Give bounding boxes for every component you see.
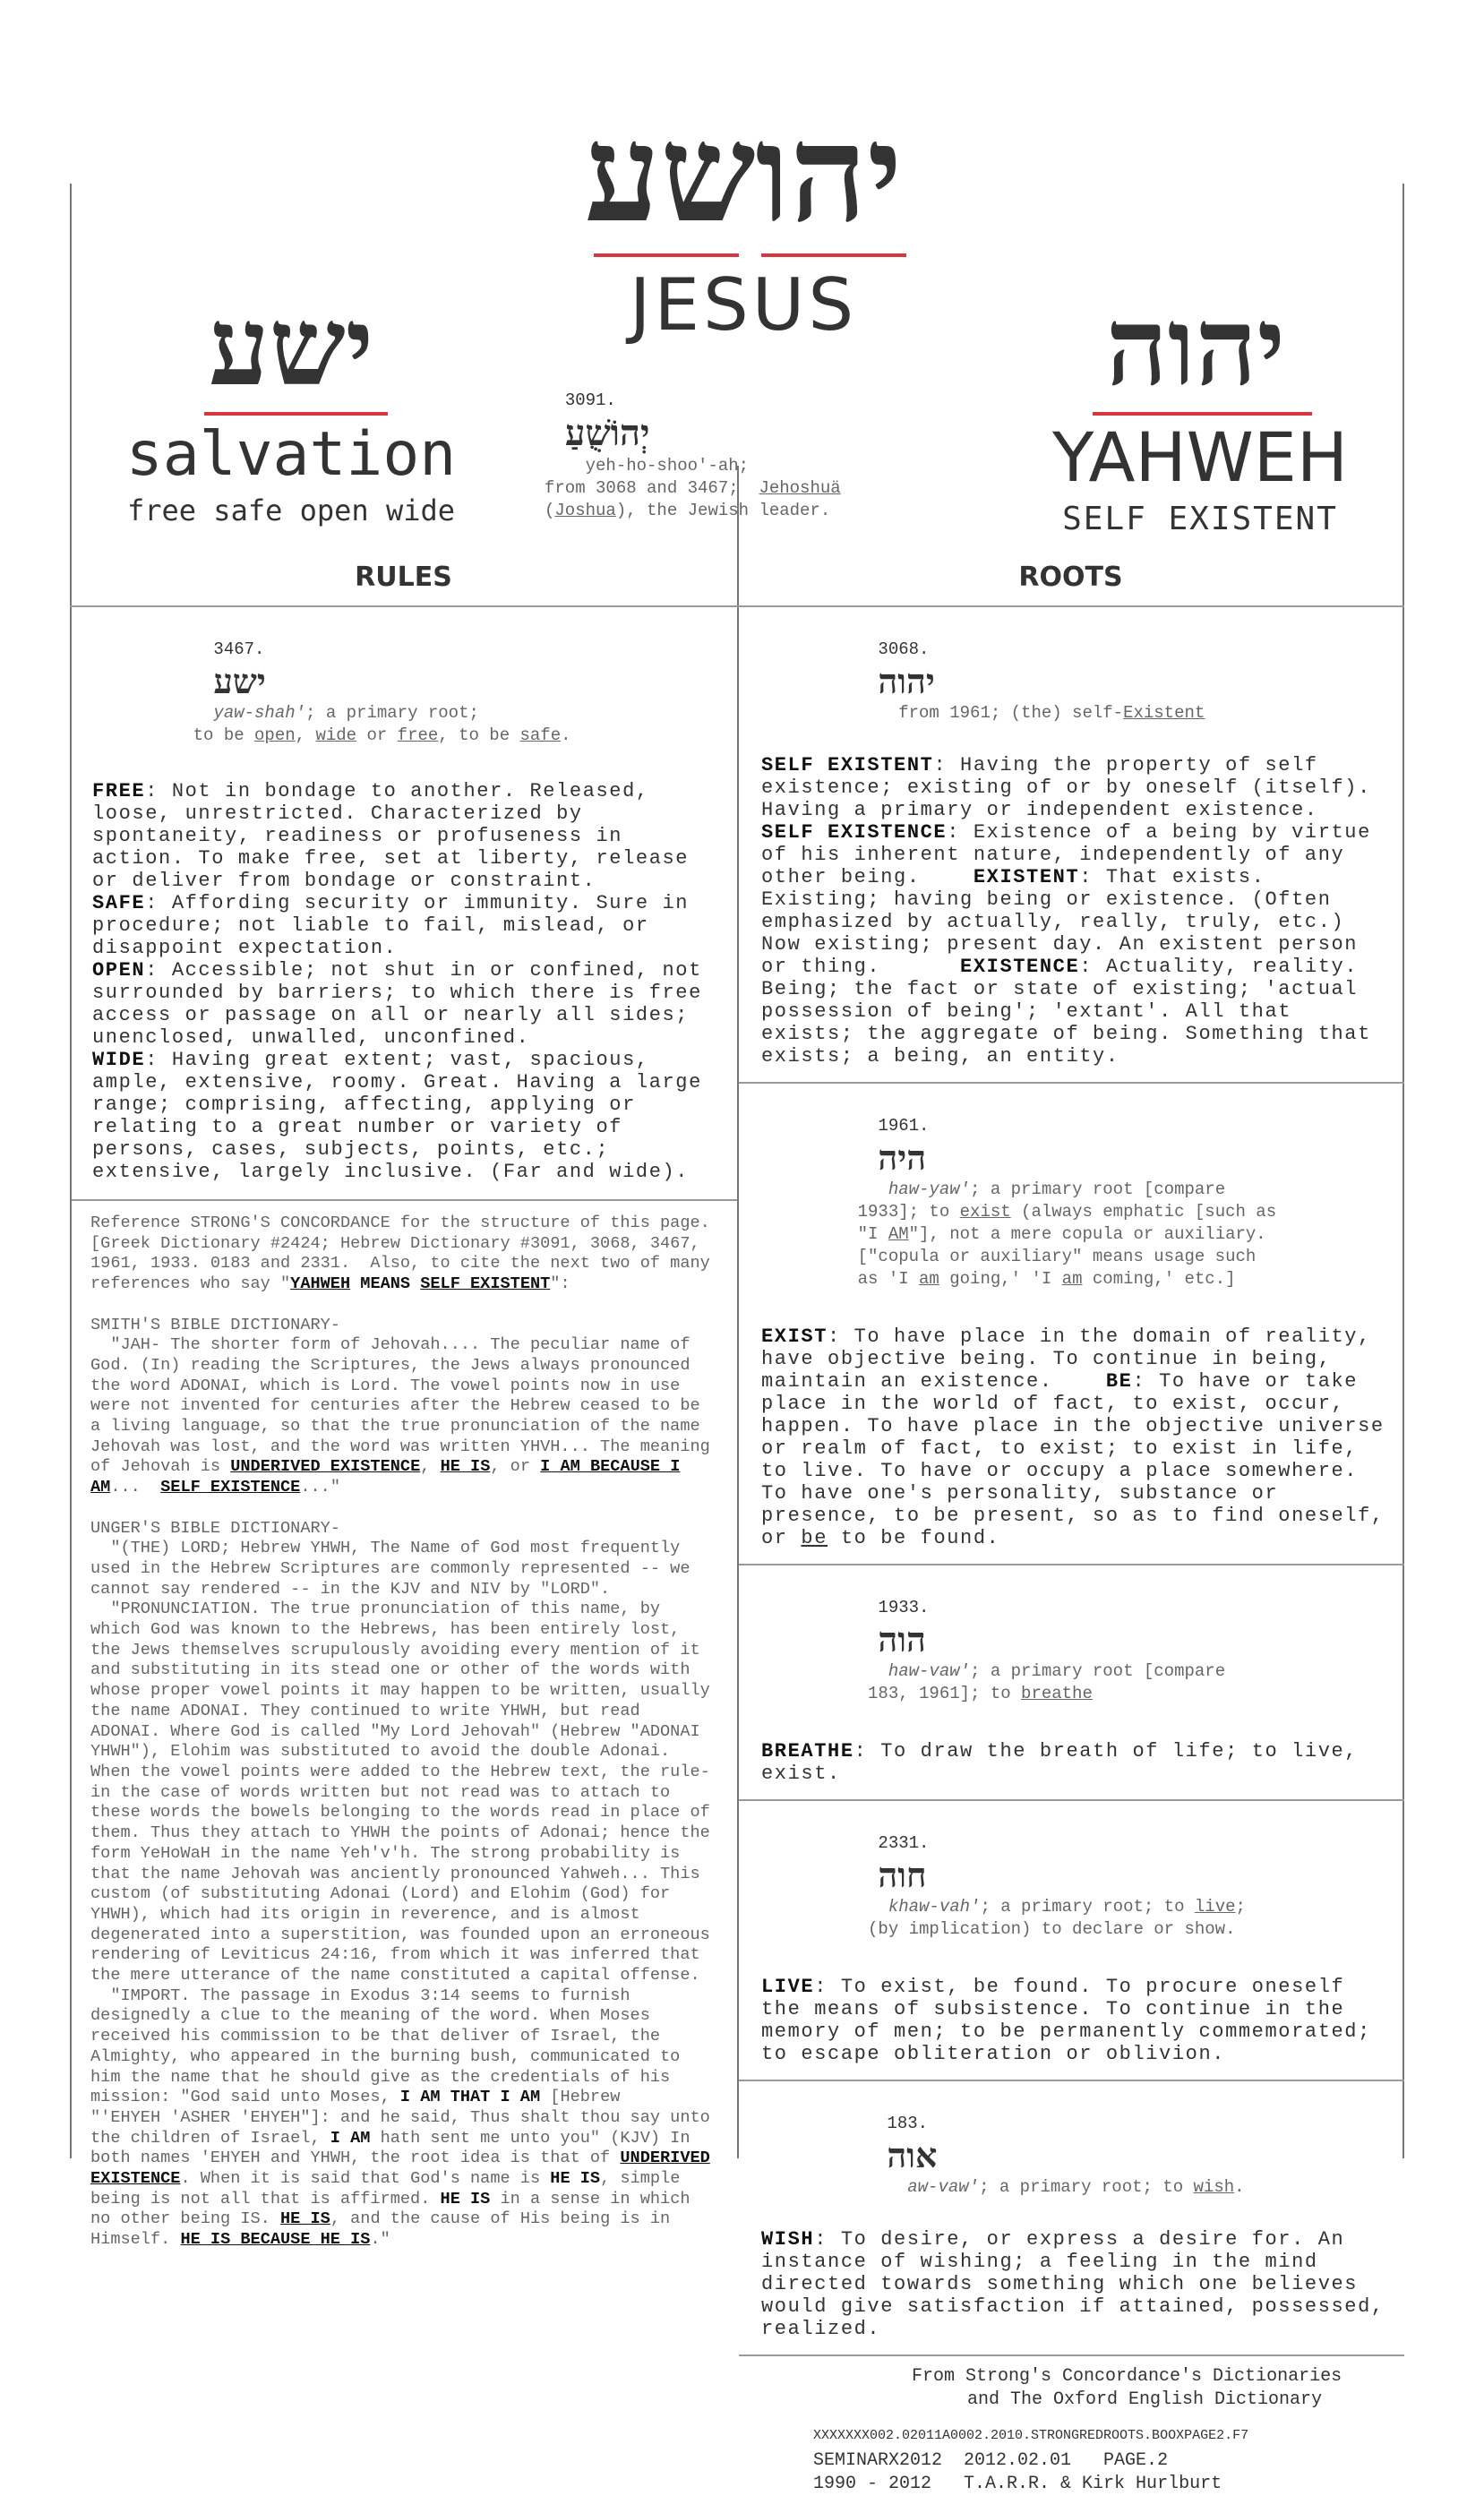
text-run: SAFE: [92, 892, 146, 914]
yahweh-word: YAHWEH: [1052, 417, 1348, 497]
text-run: .": [370, 2230, 390, 2250]
hebrew-word: היה: [878, 1137, 927, 1178]
text-run: safe: [519, 725, 562, 745]
text-run: HE IS: [440, 1457, 491, 1477]
text-run: SELF EXISTENT: [420, 1274, 551, 1294]
text-run: , simple being is not all that is affirmed.: [90, 2169, 681, 2209]
title-hebrew: יהושע: [584, 95, 903, 253]
text-run: SELF EXISTENCE: [761, 821, 948, 844]
yahweh-underline: [1093, 412, 1312, 416]
text-run: I AM THAT I AM: [399, 2088, 541, 2107]
text-run: : Not in bondage to another. Released, loose, unrestricted. Characterized by spontaneity, readiness or profuseness in action. To make free, set at liberty, release or deliver from bondage or constraint.: [92, 780, 690, 892]
text-run: : To have place in the domain of reality, have objective being. To continue in being, maintain an existence.: [761, 1325, 1385, 1393]
entry-text: [817, 1179, 1276, 1289]
text-run: HE IS: [280, 2209, 330, 2229]
entry-number: 2331.: [878, 1833, 930, 1853]
text-run: : Actuality, reality. Being; the fact or state of existing; 'actual possession of being'; 'extant'. All that exists; the aggregate of being. Something that exists; a being, an entity.: [761, 956, 1385, 1068]
text-run: EXISTENCE: [960, 956, 1080, 978]
text-run: [878, 1661, 888, 1681]
text-run: , and the cause of His being is in Himself.: [90, 2209, 671, 2250]
text-run: live: [1194, 1897, 1236, 1917]
text-run: "], not a mere copula or auxiliary. ["copula or auxiliary" means usage such as 'I: [857, 1224, 1266, 1289]
definitions-183: [761, 2228, 1398, 2340]
text-run: ,: [420, 1457, 441, 1477]
title-english: JESUS: [629, 263, 858, 347]
text-run: : Having great extent; vast, spacious, ample, extensive, roomy. Great. Having a large range; comprising, affecting, applying or relating to a great number or variety of persons, cases, subjects, points, etc.; extensive, largely inclusive. (Far and wide).: [92, 1049, 716, 1183]
text-run: EXISTENT: [973, 866, 1080, 888]
footer: [739, 2356, 1388, 2496]
hebrew-word: ישע: [213, 661, 266, 701]
text-run: ; (by implication) to declare or show.: [868, 1897, 1246, 1939]
root-1933: [739, 1565, 1404, 1799]
text-run: . When it is said that God's name is: [180, 2169, 551, 2189]
text-run: Existent: [1123, 703, 1205, 723]
entry-text: [817, 1897, 1246, 1939]
root-3068: [739, 607, 1404, 1082]
source-line-1: From Strong's Concordance's Dictionaries: [912, 2366, 1342, 2387]
salvation-word: salvation: [125, 419, 457, 490]
text-run: ), the Jewish leader.: [615, 501, 831, 520]
text-run: [Hebrew "'EHYEH 'ASHER 'EHYEH"]: and he said, Thus shalt thou say unto the children of Israel,: [90, 2088, 710, 2148]
text-run: MEANS: [350, 1274, 421, 1294]
text-run: : To have or take place in the world of fact, to exist, occur, happen. To have place in the objective universe or realm of fact, to exist; to exist in life, to live. To have or occupy a place somewhere. To have one's personality, substance or presence, to be present, so as to find oneself, or: [761, 1370, 1398, 1549]
text-run: haw-yaw': [888, 1179, 971, 1199]
definitions-1961: [761, 1325, 1398, 1549]
text-run: LIVE: [761, 1976, 815, 1998]
text-run: UNDERIVED EXISTENCE: [90, 2149, 710, 2189]
entry-text: [817, 1661, 1225, 1703]
text-run: going,' 'I: [939, 1269, 1062, 1289]
text-run: hath sent me unto you" (KJV) In both names 'EHYEH and YHWH, the root idea is that of: [90, 2128, 691, 2168]
text-run: Jehoshuä: [759, 478, 841, 498]
text-run: to be found.: [828, 1527, 1000, 1549]
file-code: XXXXXXX002.02011A0002.2010.STRONGREDROOTS.BOOXPAGE2.F7: [813, 2428, 1249, 2443]
title-underline-left: [594, 253, 739, 257]
text-run: khaw-vah': [888, 1897, 981, 1917]
title-underline-right: [761, 253, 906, 257]
text-run: : Having the property of self existence; existing of or by oneself (itself). Having a primary or independent existence.: [761, 754, 1371, 821]
text-run: : That exists. Existing; having being or existence. (Often emphasized by actually, really, truly, etc.) Now existing; present day. An existent person or thing.: [761, 866, 1371, 978]
text-run: ; a primary root; to: [979, 2177, 1194, 2197]
yahweh-hebrew: יהוה: [1105, 284, 1286, 410]
text-run: ": SMITH'S BIBLE DICTIONARY- "JAH- The shorter form of Jehovah.... The peculiar name of God. (In) reading the Scriptures, the Jews always pronounced the word ADONAI, which is Lord. The vowel points now in use were not invented for centuries after the Hebrew ceased to be a living language, so that the true pronunciation of the name Jehovah was lost, and the word was written YHVH... The meaning of Jehovah is: [90, 1274, 710, 1477]
entry-number: 3068.: [878, 639, 930, 659]
entry-text: [545, 456, 841, 520]
hebrew-word: חוה: [878, 1855, 927, 1895]
text-run: am: [919, 1269, 939, 1289]
entry-number: 1961.: [878, 1116, 930, 1136]
text-run: BREATHE: [761, 1740, 854, 1763]
entry-3091: [545, 367, 965, 522]
text-run: (: [545, 501, 555, 520]
text-run: .: [1234, 2177, 1245, 2197]
text-run: SELF EXISTENCE: [160, 1478, 301, 1497]
text-run: HE IS: [440, 2189, 491, 2209]
hebrew-word: אוה: [887, 2135, 938, 2175]
entry-number: 3091.: [564, 390, 616, 410]
reference-text: [72, 1201, 735, 2251]
text-run: yeh-ho-shoo'-ah; from 3068 and 3467;: [545, 456, 750, 498]
text-run: YAHWEH: [290, 1274, 351, 1294]
text-run: UNDERIVED EXISTENCE: [230, 1457, 421, 1477]
text-run: Joshua: [554, 501, 616, 520]
entry-number: 183.: [887, 2114, 929, 2133]
entry-3068: [761, 616, 1388, 747]
text-run: SELF EXISTENT: [761, 754, 934, 776]
hebrew-word: יהוה: [878, 661, 935, 701]
text-run: open: [254, 725, 296, 745]
definitions-2331: [761, 1976, 1388, 2065]
text-run: exist: [959, 1202, 1011, 1222]
text-run: I AM: [330, 2128, 371, 2148]
text-run: be: [801, 1527, 828, 1549]
text-run: ; a primary root [compare 1933]; to: [857, 1179, 1226, 1222]
rules-definitions: [92, 780, 719, 1183]
text-run: wish: [1193, 2177, 1235, 2197]
entry-183: [761, 2090, 1388, 2221]
text-run: wide: [315, 725, 357, 745]
root-1961: [739, 1084, 1404, 1564]
entry-1933: [761, 1574, 1388, 1728]
yahweh-subtitle: SELF EXISTENT: [1062, 501, 1338, 537]
salvation-underline: [204, 412, 388, 416]
text-run: ; a primary root [compare 183, 1961]; to: [868, 1661, 1226, 1703]
entry-1961: [761, 1093, 1388, 1313]
text-run: am: [1061, 1269, 1083, 1289]
roots-column: [739, 607, 1404, 2496]
rules-heading: RULES: [355, 562, 452, 593]
text-run: (always emphatic [such as "I: [857, 1202, 1277, 1244]
text-run: AM: [888, 1224, 909, 1244]
text-run: I AM BECAUSE I AM: [90, 1457, 681, 1497]
entry-text: [887, 2177, 1244, 2197]
text-run: in a sense in which no other being IS.: [90, 2189, 691, 2229]
text-run: [878, 1897, 888, 1917]
entry-number: 3467.: [213, 639, 265, 659]
salvation-hebrew: ישע: [208, 284, 374, 410]
text-run: haw-vaw': [888, 1661, 971, 1681]
entry-text: [878, 703, 1205, 723]
text-run: coming,' etc.]: [1082, 1269, 1236, 1289]
text-run: : Affording security or immunity. Sure in procedure; not liable to fail, mislead, or disappoint expectation.: [92, 892, 690, 959]
text-run: yaw-shah': [213, 703, 306, 723]
text-run: free: [397, 725, 439, 745]
text-run: : To draw the breath of life; to live, exist.: [761, 1740, 1371, 1785]
text-run: from 1961; (the) self-: [878, 703, 1124, 723]
text-run: WIDE: [92, 1049, 146, 1071]
entry-number: 1933.: [878, 1598, 930, 1617]
text-run: OPEN: [92, 959, 146, 982]
text-run: ...: [110, 1478, 161, 1497]
text-run: aw-vaw': [907, 2177, 980, 2197]
text-run: : To exist, be found. To procure oneself the means of subsistence. To continue in the memory of men; to be permanently commemorated; to escape obliteration or oblivion.: [761, 1976, 1385, 2065]
text-run: Reference STRONG'S CONCORDANCE for the structure of this page. [Greek Dictionary #2424; Hebrew Dictionary #3091, 3068, 3467, 1961, 1933. 0183 and 2331. Also, to cite the next two of many references who say ": [90, 1214, 710, 1294]
text-run: EXIST: [761, 1325, 828, 1348]
text-run: ,: [295, 725, 316, 745]
definitions-3068: [761, 754, 1388, 1068]
text-run: breathe: [1021, 1684, 1093, 1703]
text-run: , to be: [438, 725, 520, 745]
hebrew-word: יְהוֹשֻׁעַ: [564, 412, 650, 454]
rules-section: [72, 607, 737, 1199]
definitions-1933: [761, 1740, 1388, 1785]
text-run: .: [561, 725, 571, 745]
text-run: : Existence of a being by virtue of his inherent nature, independently of any other being.: [761, 821, 1385, 888]
rules-column: [72, 607, 737, 2251]
text-run: ; a primary root; to: [980, 1897, 1195, 1917]
text-run: WISH: [761, 2228, 815, 2251]
hebrew-word: הוה: [878, 1619, 926, 1660]
text-run: FREE: [92, 780, 146, 802]
text-run: , or: [490, 1457, 541, 1477]
salvation-subtitle: free safe open wide: [126, 493, 456, 528]
text-run: ; a primary root; to be: [193, 703, 479, 745]
root-2331: [739, 1801, 1404, 2080]
text-run: or: [356, 725, 398, 745]
credits: 1990 - 2012 T.A.R.R. & Kirk Hurlburt: [813, 2474, 1222, 2494]
text-run: [887, 2177, 907, 2197]
entry-text: [152, 703, 571, 745]
entry-3467: [92, 616, 719, 769]
roots-heading: ROOTS: [1018, 562, 1123, 593]
entry-2331: [761, 1810, 1388, 1963]
text-run: ..." UNGER'S BIBLE DICTIONARY- "(THE) LORD; Hebrew YHWH, The Name of God most frequently used in the Hebrew Scriptures are commonly represented -- we cannot say rendered -- in the KJV and NIV by "LORD". "PRONUNCIATION. The true pronunciation of this name, by which God was known to the Hebrews, has been entirely lost, the Jews themselves scrupulously avoiding every mention of it and substituting in its stead one or other of the words with whose proper vowel points it may happen to be written, usually the name ADONAI. They continued to write YHWH, but read ADONAI. Where God is called "My Lord Jehovah" (Hebrew "ADONAI YHWH"), Elohim was substituted to avoid the double Adonai. When the vowel points were added to the Hebrew text, the rule- in the case of words written but not read was to attach to these words the bowels belonging to the words read in place of them. Thus they attach to YHWH the points of Adonai; hence the form YeHoWaH in the name Yeh'v'h. The strong probability is that the name Jehovah was anciently pronounced Yahweh... This custom (of substituting Adonai (Lord) and Elohim (God) for YHWH), which had its origin in reverence, and is almost degenerated into a superstition, was founded upon an erroneous rendering of Leviticus 24:16, from which it was inferred that the mere utterance of the name constituted a capital offense. "IMPORT. The passage in Exodus 3:14 seems to furnish designedly a clue to the meaning of the word. When Moses received his commission to be that deliver of Israel, the Almighty, who appeared in the burning bush, communicated to him the name that he should give as the credentials of his mission: "God said unto Moses,: [90, 1478, 710, 2107]
text-run: BE: [1105, 1370, 1133, 1393]
root-183: [739, 2081, 1404, 2354]
text-run: HE IS: [550, 2169, 601, 2189]
text-run: : To desire, or express a desire for. An instance of wishing; a feeling in the mind directed towards something which one believes would give satisfaction if attained, possessed, realized.: [761, 2228, 1398, 2340]
source-line-2: and The Oxford English Dictionary: [967, 2389, 1323, 2410]
seminar-info: SEMINARX2012 2012.02.01 PAGE.2: [813, 2450, 1169, 2471]
text-run: HE IS BECAUSE HE IS: [180, 2230, 371, 2250]
text-run: [878, 1179, 888, 1199]
text-run: : Accessible; not shut in or confined, not surrounded by barriers; to which there is free access or passage on all or nearly all sides; unenclosed, unwalled, unconfined.: [92, 959, 702, 1049]
